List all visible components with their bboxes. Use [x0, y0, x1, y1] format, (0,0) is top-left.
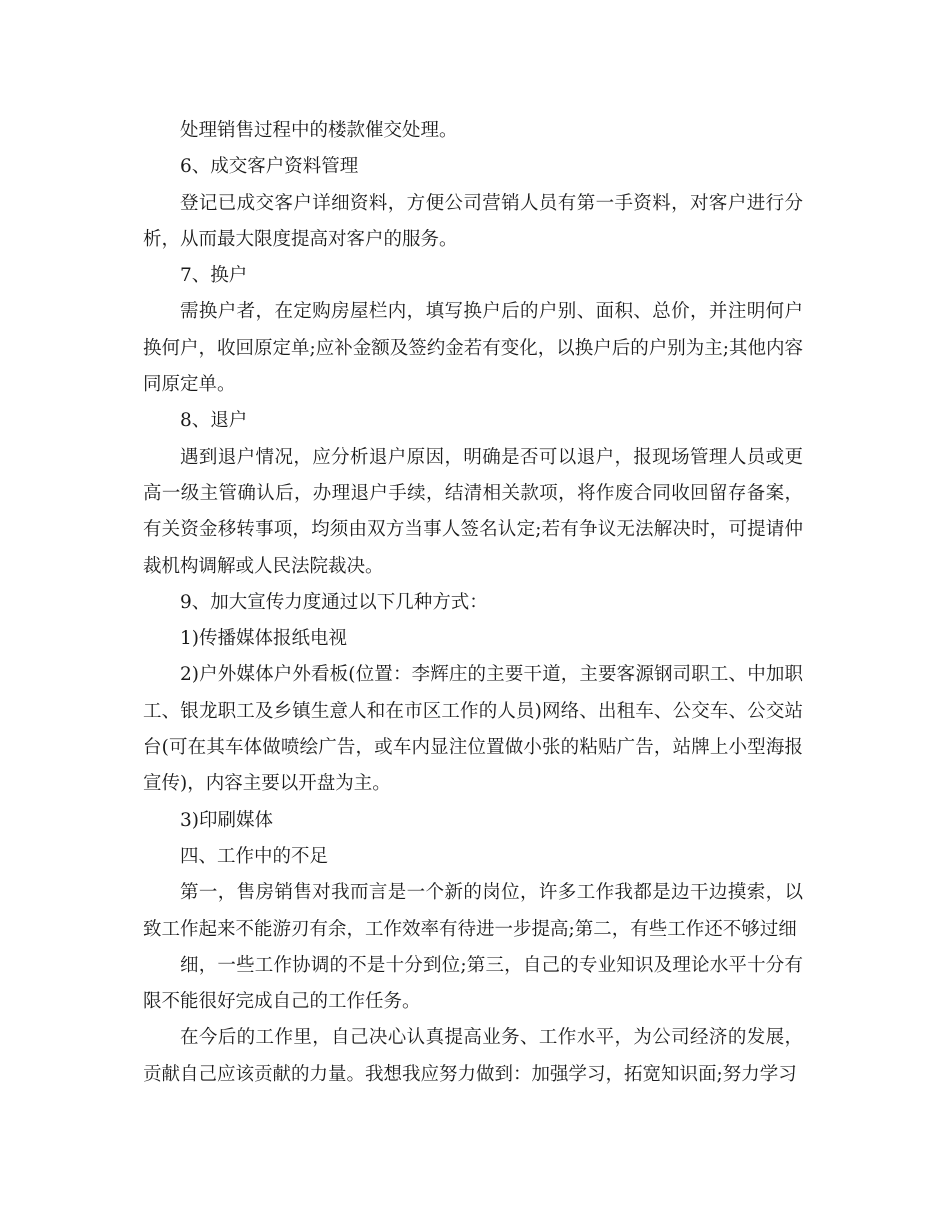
paragraph: 细，一些工作协调的不是十分到位;第三，自己的专业知识及理论水平十分有限不能很好完成自己的工作任务。 — [143, 954, 803, 1013]
paragraph: 处理销售过程中的楼款催交处理。 — [180, 120, 458, 141]
heading-9: 9、加大宣传力度通过以下几种方式： — [180, 591, 488, 613]
list-item: 2)户外媒体户外看板(位置：李辉庄的主要干道，主要客源钢司职工、中加职工、银龙职工及乡镇生意人和在市区工作的人员)网络、出租车、公交车、公交站台(可在其车体做喷绘广告，或车内显注位置做小张的粘贴广告，站牌上小型海报宣传)，内容主要以开盘为主。 — [143, 664, 803, 795]
heading-6: 6、成交客户资料管理 — [180, 156, 359, 178]
paragraph: 在今后的工作里，自己决心认真提高业务、工作水平，为公司经济的发展，贡献自己应该贡献的力量。我想我应努力做到：加强学习，拓宽知识面;努力学习 — [143, 1027, 803, 1085]
section-heading: 四、工作中的不足 — [180, 845, 329, 867]
paragraph: 第一，售房销售对我而言是一个新的岗位，许多工作我都是边干边摸索，以致工作起来不能游刃有余，工作效率有待进一步提高;第二，有些工作还不够过细 — [143, 882, 803, 940]
paragraph: 遇到退户情况，应分析退户原因，明确是否可以退户，报现场管理人员或更高一级主管确认后，办理退户手续，结清相关款项，将作废合同收回留存备案，有关资金移转事项，均须由双方当事人签名认定;若有争议无法解决时，可提请仲裁机构调解或人民法院裁决。 — [143, 446, 803, 577]
list-item: 3)印刷媒体 — [180, 809, 273, 831]
document-body — [143, 113, 803, 1093]
heading-8: 8、退户 — [180, 410, 248, 432]
heading-7: 7、换户 — [180, 265, 248, 287]
paragraph: 登记已成交客户详细资料，方便公司营销人员有第一手资料，对客户进行分析，从而最大限度提高对客户的服务。 — [143, 192, 803, 250]
list-item: 1)传播媒体报纸电视 — [180, 628, 347, 650]
paragraph: 需换户者，在定购房屋栏内，填写换户后的户别、面积、总价，并注明何户换何户，收回原定单;应补金额及签约金若有变化，以换户后的户别为主;其他内容同原定单。 — [143, 301, 803, 396]
